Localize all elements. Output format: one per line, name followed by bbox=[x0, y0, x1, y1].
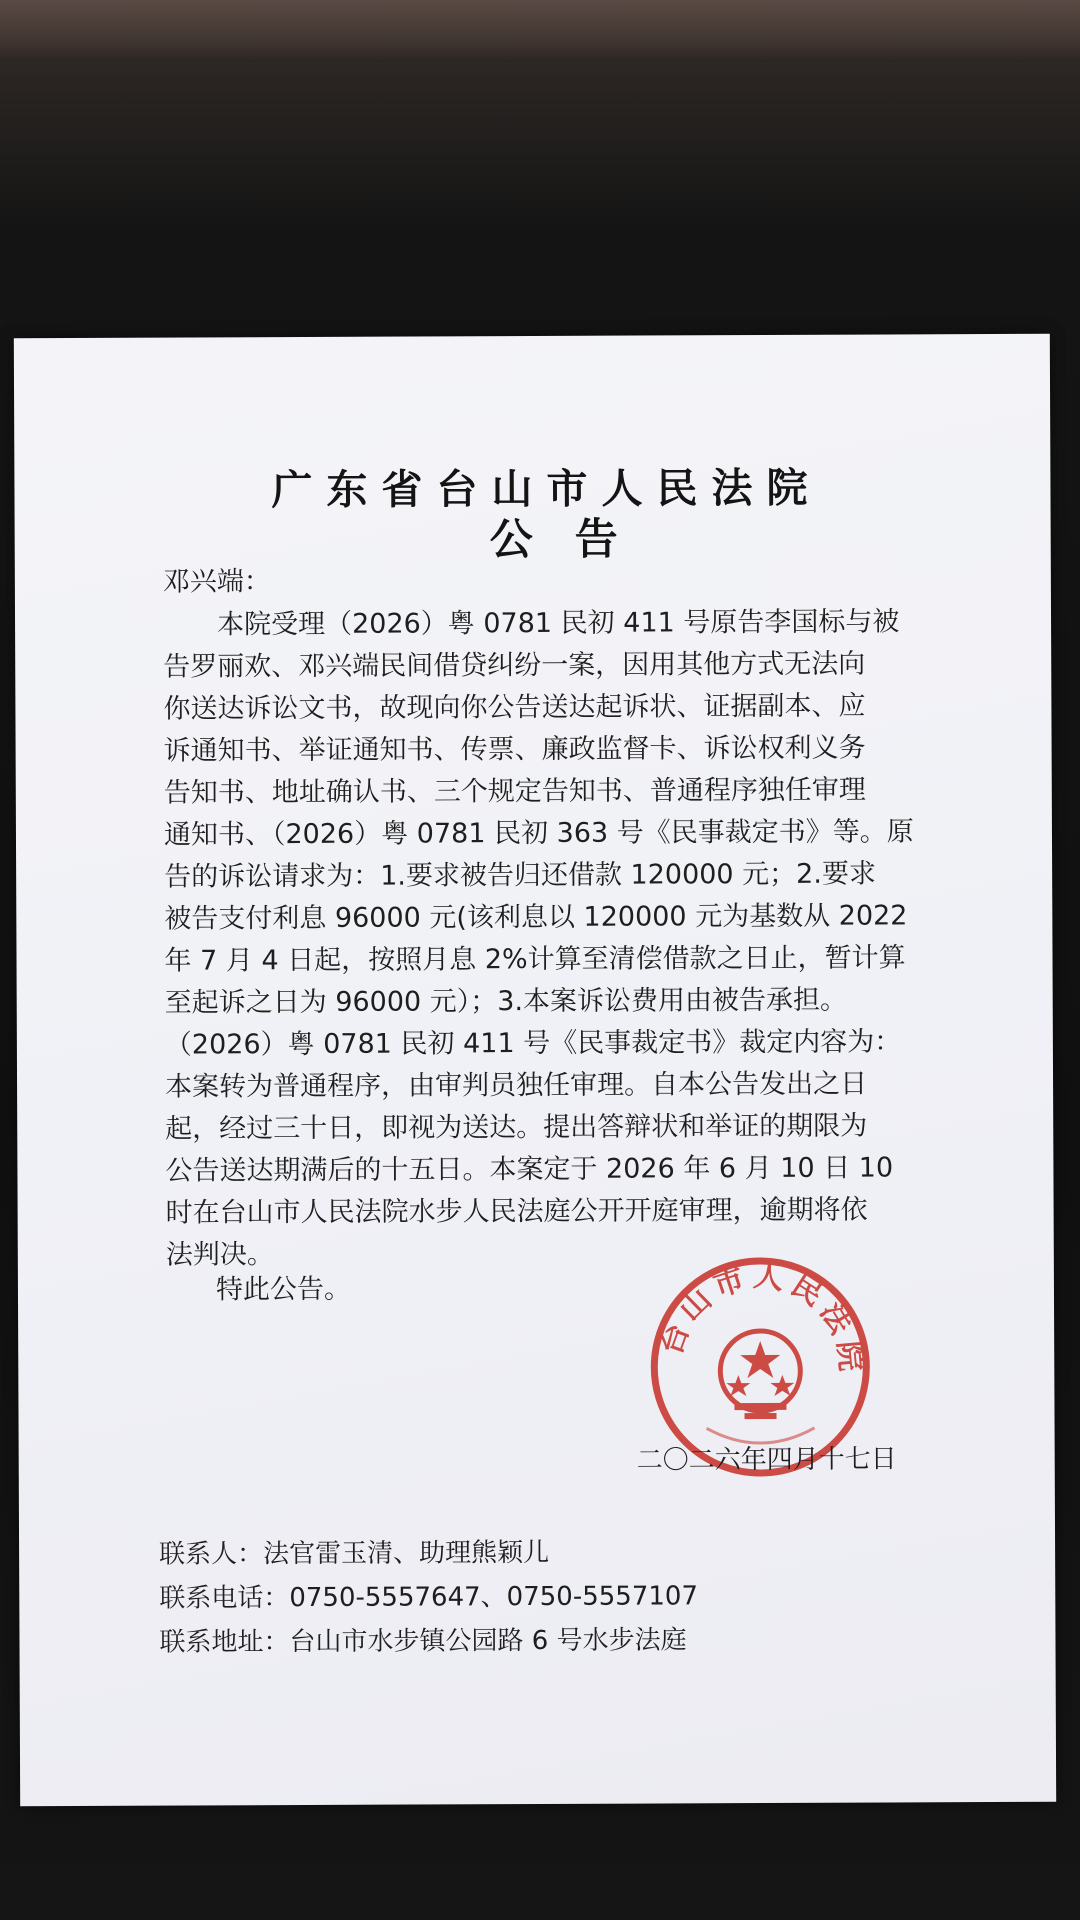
contact-phone: 联系电话：0750-5557647、0750-5557107 bbox=[159, 1581, 699, 1614]
svg-text:台山市人民法院: 台山市人民法院 bbox=[653, 1258, 869, 1379]
court-name-heading: 广东省台山市人民法院 bbox=[271, 463, 822, 515]
body-line: 被告支付利息 96000 元(该利息以 120000 元为基数从 2022 bbox=[164, 900, 908, 935]
body-line: （2026）粤 0781 民初 411 号《民事裁定书》裁定内容为： bbox=[164, 1026, 902, 1061]
body-line: 法判决。 bbox=[165, 1239, 274, 1271]
body-line: 诉通知书、举证通知书、传票、廉政监督卡、诉讼权利义务 bbox=[163, 732, 866, 767]
contact-address: 联系地址：台山市水步镇公园路 6 号水步法庭 bbox=[159, 1625, 687, 1658]
notice-title: 公告 bbox=[489, 514, 660, 566]
body-line: 时在台山市人民法院水步人民法庭公开开庭审理，逾期将依 bbox=[165, 1194, 868, 1229]
contact-person: 联系人：法官雷玉清、助理熊颖儿 bbox=[159, 1537, 550, 1570]
body-line: 起，经过三十日，即视为送达。提出答辩状和举证的期限为 bbox=[165, 1110, 868, 1145]
background-surface bbox=[0, 0, 1080, 62]
body-line: 通知书、（2026）粤 0781 民初 363 号《民事裁定书》等。原 bbox=[163, 816, 914, 851]
body-line: 告知书、地址确认书、三个规定告知书、普通程序独任审理 bbox=[163, 774, 866, 809]
body-line: 至起诉之日为 96000 元）；3.本案诉讼费用由被告承担。 bbox=[164, 984, 848, 1019]
body-line: 本案转为普通程序，由审判员独任审理。自本公告发出之日 bbox=[165, 1068, 868, 1103]
body-line: 告的诉讼请求为：1.要求被告归还借款 120000 元；2.要求 bbox=[164, 858, 876, 893]
body-line: 你送达诉讼文书，故现向你公告送达起诉状、证据副本、应 bbox=[163, 690, 866, 725]
notice-paper bbox=[14, 334, 1056, 1807]
body-line: 年 7 月 4 日起，按照月息 2%计算至清偿借款之日止，暂计算 bbox=[164, 942, 906, 977]
salutation: 邓兴端： bbox=[162, 566, 271, 598]
body-line: 告罗丽欢、邓兴端民间借贷纠纷一案，因用其他方式无法向 bbox=[163, 648, 866, 683]
body-line: 本院受理（2026）粤 0781 民初 411 号原告李国标与被 bbox=[162, 606, 900, 641]
notice-date: 二〇二六年四月十七日 bbox=[636, 1444, 897, 1476]
closing-statement: 特此公告。 bbox=[215, 1273, 352, 1306]
body-line: 公告送达期满后的十五日。本案定于 2026 年 6 月 10 日 10 bbox=[165, 1152, 894, 1187]
